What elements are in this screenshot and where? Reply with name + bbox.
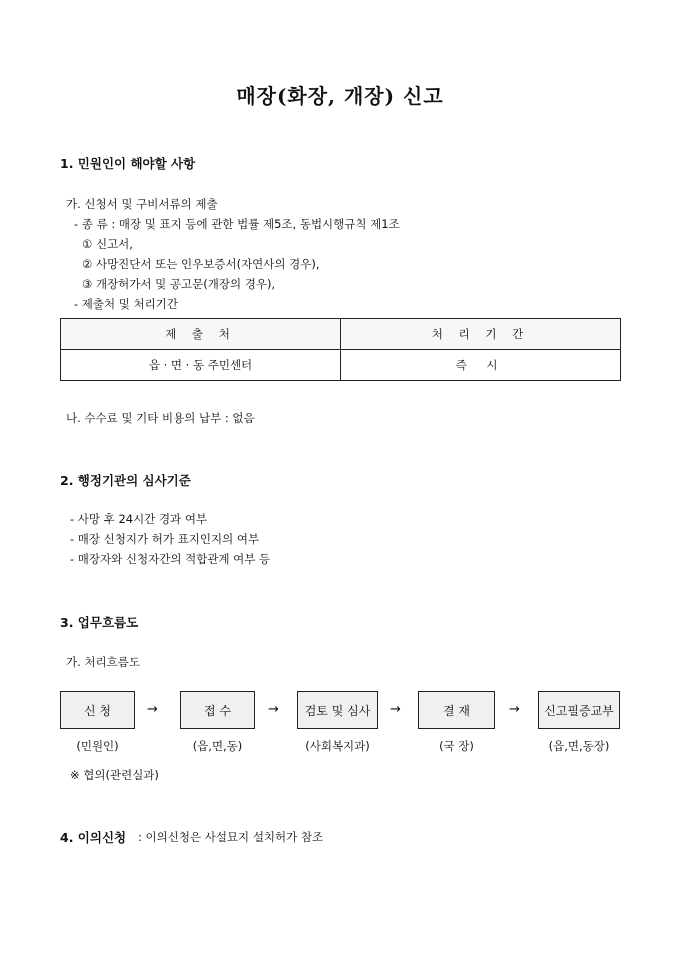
flow-caption-approve: (국 장) <box>439 739 474 753</box>
flow-caption-review: (사회복지과) <box>305 739 370 753</box>
s1-ga: 가. 신청서 및 구비서류의 제출 <box>66 197 218 211</box>
flow-arrow-1: → <box>147 702 158 717</box>
flow-box-issue: 신고필증교부 <box>538 691 620 729</box>
table-header-office: 제 출 처 <box>61 319 341 350</box>
s3-ga: 가. 처리흐름도 <box>66 655 140 669</box>
s1-doc-3: ③ 개장허가서 및 공고문(개장의 경우), <box>82 277 276 291</box>
flow-box-review: 검토 및 심사 <box>297 691 378 729</box>
s2-item-1: - 사망 후 24시간 경과 여부 <box>70 512 208 526</box>
s1-na: 나. 수수료 및 기타 비용의 납부 : 없음 <box>66 411 255 425</box>
section-3-heading: 3. 업무흐름도 <box>60 615 139 630</box>
section-4-heading: 4. 이의신청 <box>60 830 127 845</box>
table-header-row <box>61 319 621 350</box>
table-row <box>61 350 621 381</box>
table-header-period: 처 리 기 간 <box>341 319 621 350</box>
section-1-heading: 1. 민원인이 해야할 사항 <box>60 156 196 171</box>
s1-doc-1: ① 신고서, <box>82 237 133 251</box>
flow-box-apply: 신 청 <box>60 691 135 729</box>
s1-submit-line: - 제출처 및 처리기간 <box>74 297 178 311</box>
flow-arrow-2: → <box>268 702 279 717</box>
section-2-heading: 2. 행정기관의 심사기준 <box>60 473 191 488</box>
table-cell-office: 읍 · 면 · 동 주민센터 <box>61 350 341 381</box>
flow-caption-receive: (읍,면,동) <box>192 739 243 753</box>
s1-type-line: - 종 류 : 매장 및 표지 등에 관한 법률 제5조, 동법시행규칙 제1조 <box>74 217 400 231</box>
s2-item-3: - 매장자와 신청자간의 적합관계 여부 등 <box>70 552 271 566</box>
s2-item-2: - 매장 신청지가 허가 표지인지의 여부 <box>70 532 260 546</box>
submission-table <box>60 318 621 381</box>
s4-text: : 이의신청은 사설묘지 설치허가 참조 <box>138 830 324 844</box>
page-title: 매장(화장, 개장) 신고 <box>236 84 444 108</box>
flow-arrow-4: → <box>509 702 520 717</box>
s3-note: ※ 협의(관련실과) <box>70 768 159 782</box>
flow-caption-issue: (읍,면,동장) <box>548 739 610 753</box>
flow-box-receive: 접 수 <box>180 691 255 729</box>
table-cell-period: 즉 시 <box>341 350 621 381</box>
flow-box-approve: 결 재 <box>418 691 495 729</box>
flow-caption-apply: (민원인) <box>76 739 119 753</box>
s1-doc-2: ② 사망진단서 또는 인우보증서(자연사의 경우), <box>82 257 320 271</box>
flow-arrow-3: → <box>390 702 401 717</box>
